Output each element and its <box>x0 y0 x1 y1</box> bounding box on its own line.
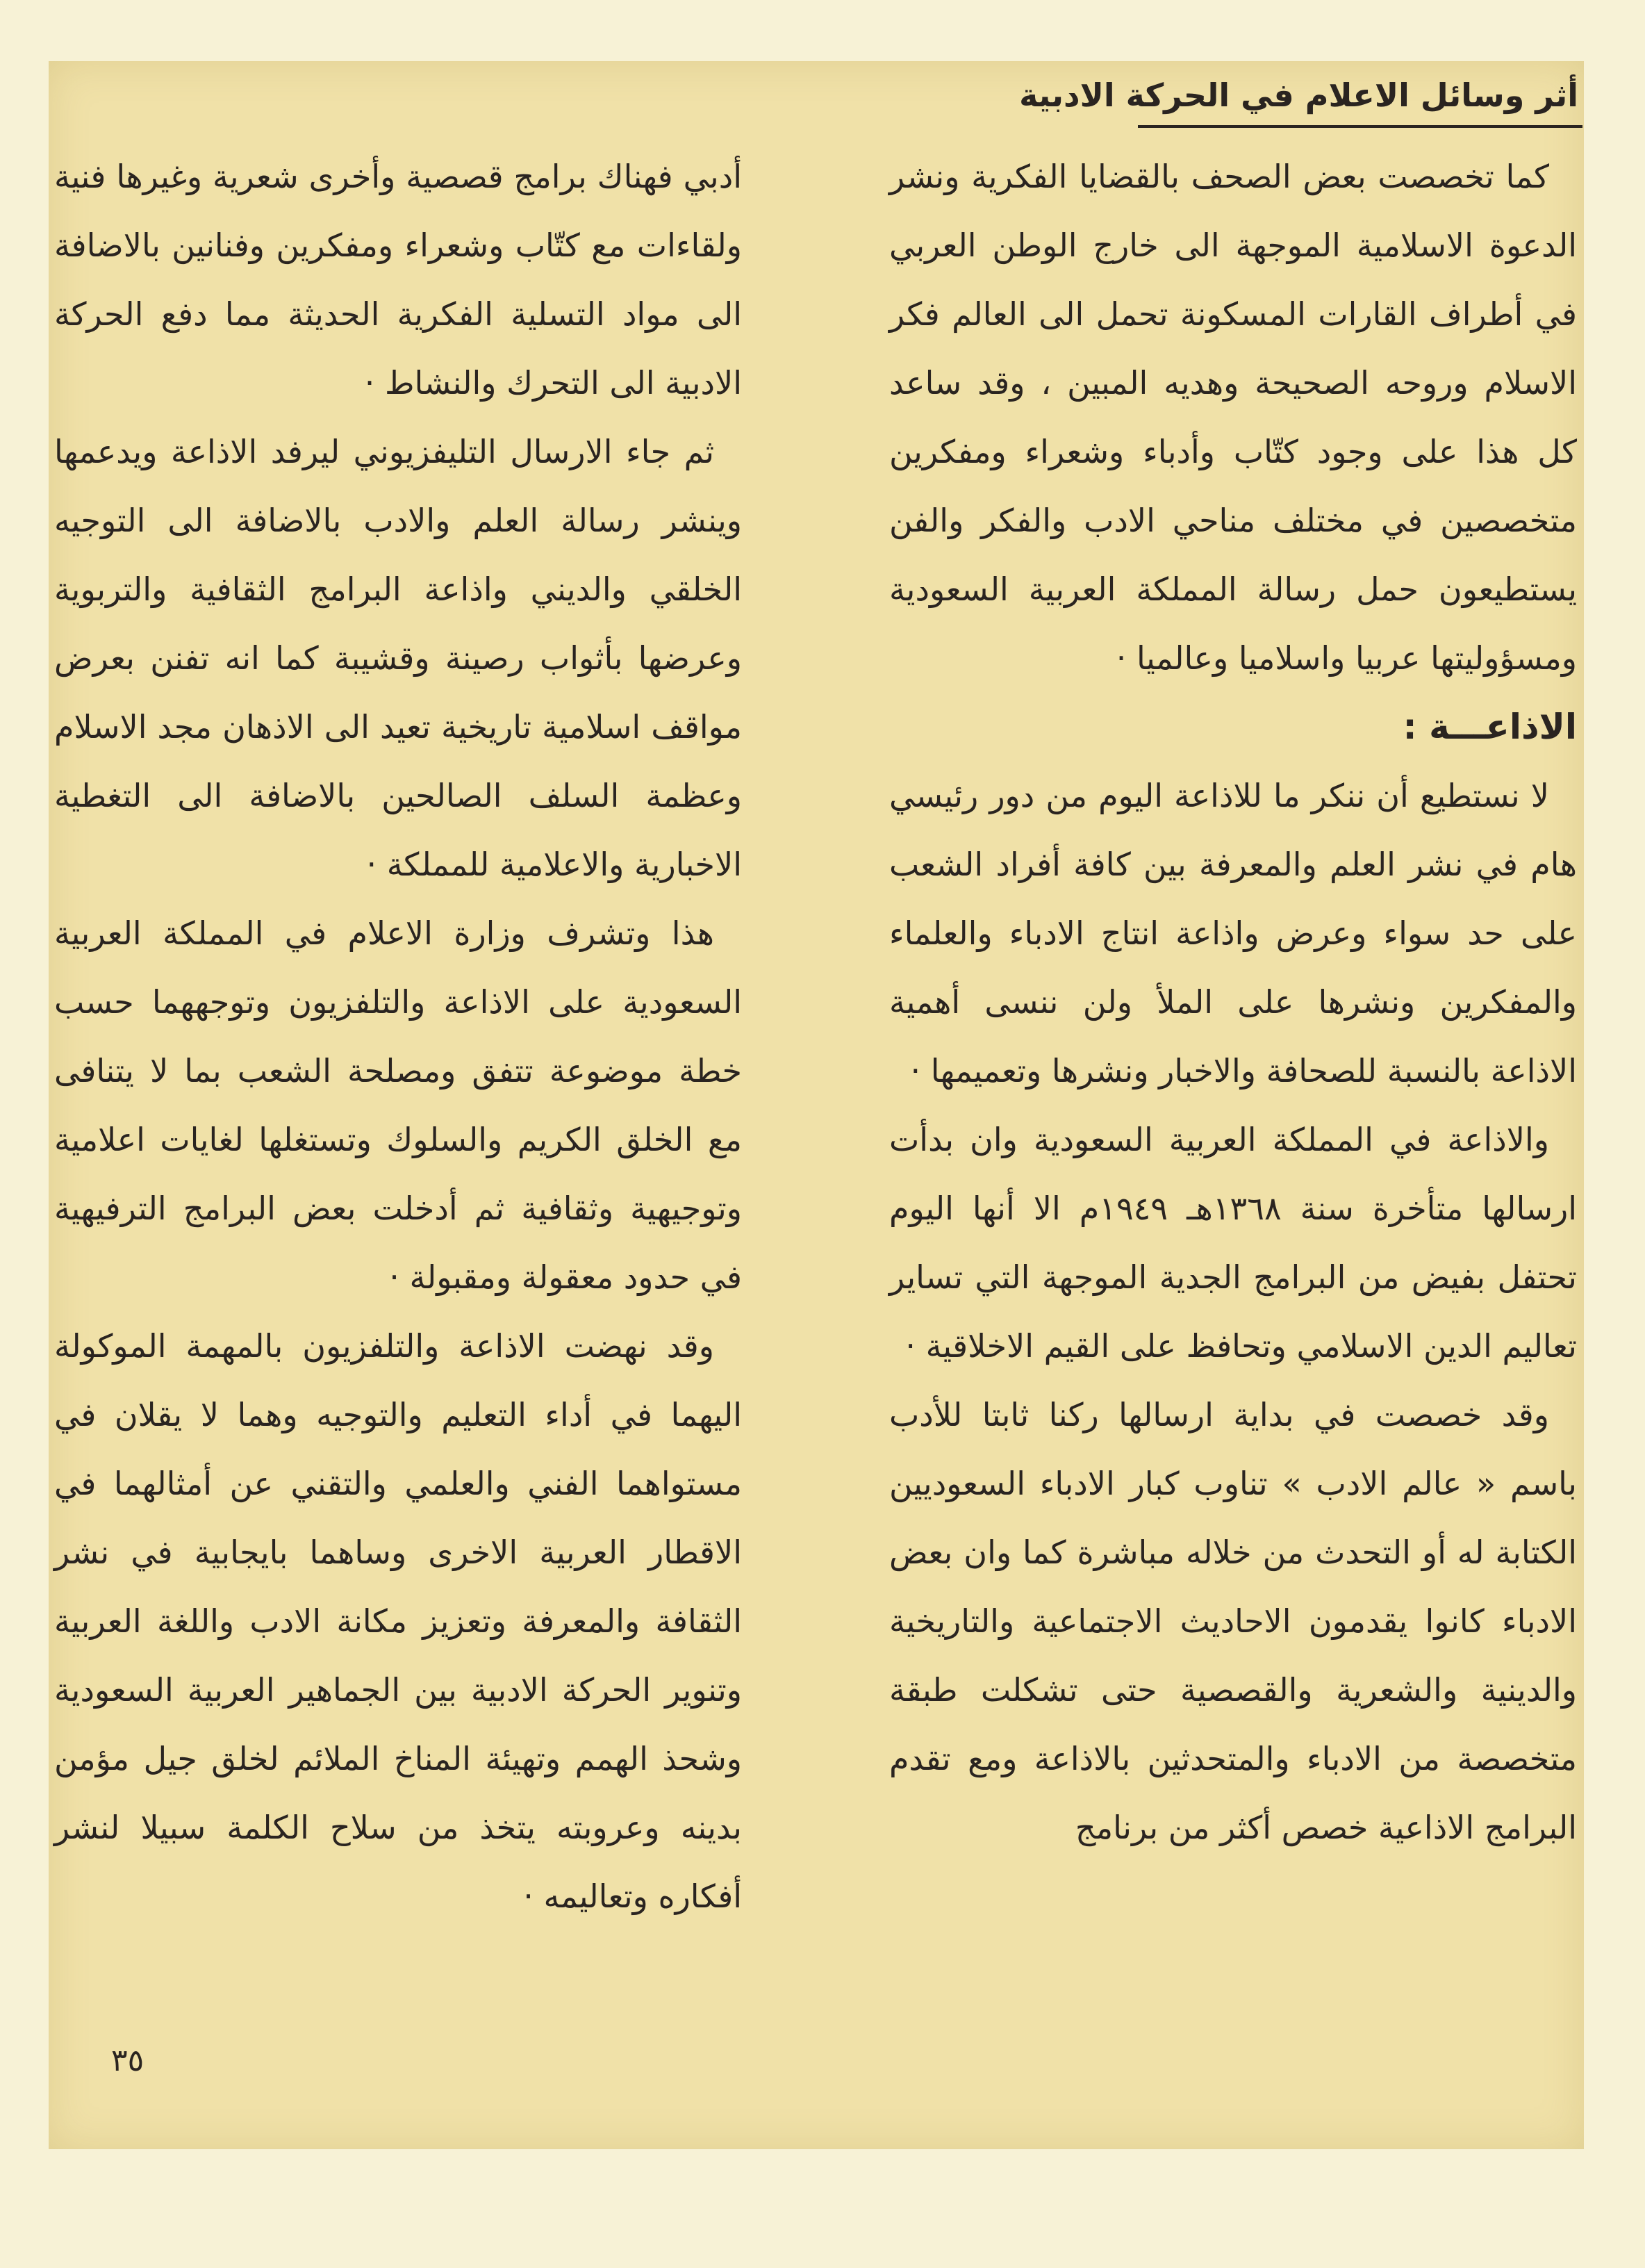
left-paragraph-2: ثم جاء الارسال التليفزيوني ليرفد الاذاعة ويدعمها وينشر رسالة العلم والادب بالاضافة الى التوجيه الخلقي والديني واذاعة البرامج الثقافية والتربوية وعرضها بأثواب رصينة وقشيبة كما انه تفنن بعرض مواقف اسلامية تاريخية تعيد الى الاذهان مجد الاسلام وعظمة السلف الصالحين بالاضافة الى التغطية الاخبارية والاعلامية للمملكة · <box>54 433 742 883</box>
running-header: أثر وسائل الاعلام في الحركة الادبية <box>1019 76 1578 114</box>
section-heading-radio: الاذاعـــة : <box>1403 707 1577 747</box>
right-paragraph-3: والاذاعة في المملكة العربية السعودية وان بدأت ارسالها متأخرة سنة ١٣٦٨هـ ١٩٤٩م الا أنها اليوم تحتفل بفيض من البرامج الجدية الموجهة التي تساير تعاليم الدين الاسلامي وتحافظ على القيم الاخلاقية · <box>889 1121 1578 1365</box>
right-paragraph-2: لا نستطيع أن ننكر ما للاذاعة اليوم من دور رئيسي هام في نشر العلم والمعرفة بين كافة أفراد الشعب على حد سواء وعرض واذاعة انتاج الادباء والعلماء والمفكرين ونشرها على الملأ ولن ننسى أهمية الاذاعة بالنسبة للصحافة والاخبار ونشرها وتعميمها · <box>889 777 1577 1090</box>
left-column <box>54 142 742 1931</box>
left-paragraph-3: هذا وتشرف وزارة الاعلام في المملكة العربية السعودية على الاذاعة والتلفزيون وتوجههما حسب خطة موضوعة تتفق ومصلحة الشعب بما لا يتنافى مع الخلق الكريم والسلوك وتستغلها لغايات اعلامية وتوجيهية وثقافية ثم أدخلت بعض البرامج الترفيهية في حدود معقولة ومقبولة · <box>54 914 742 1296</box>
right-paragraph-4: وقد خصصت في بداية ارسالها ركنا ثابتا للأدب باسم « عالم الادب » تناوب كبار الادباء السعوديين الكتابة له أو التحدث من خلاله مباشرة كما وان بعض الادباء كانوا يقدمون الاحاديث الاجتماعية والتاريخية والدينية والشعرية والقصصية حتى تشكلت طبقة متخصصة من الادباء والمتحدثين بالاذاعة ومع تقدم البرامج الاذاعية خصص أكثر من برنامج <box>889 1396 1577 1846</box>
right-paragraph-1: كما تخصصت بعض الصحف بالقضايا الفكرية ونشر الدعوة الاسلامية الموجهة الى خارج الوطن العربي في أطراف القارات المسكونة تحمل الى العالم فكر الاسلام وروحه الصحيحة وهديه المبين ، وقد ساعد كل هذا على وجود كتّاب وأدباء وشعراء ومفكرين متخصصين في مختلف مناحي الادب والفكر والفن يستطيعون حمل رسالة المملكة العربية السعودية ومسؤوليتها عربيا واسلاميا وعالميا · <box>889 158 1577 677</box>
page-number: ٣٥ <box>111 2043 144 2078</box>
left-paragraph-4: وقد نهضت الاذاعة والتلفزيون بالمهمة الموكولة اليهما في أداء التعليم والتوجيه وهما لا يقلان في مستواهما الفني والعلمي والتقني عن أمثالهما في الاقطار العربية الاخرى وساهما بايجابية في نشر الثقافة والمعرفة وتعزيز مكانة الادب واللغة العربية وتنوير الحركة الادبية بين الجماهير العربية السعودية وشحذ الهمم وتهيئة المناخ الملائم لخلق جيل مؤمن بدينه وعروبته يتخذ من سلاح الكلمة سبيلا لنشر أفكاره وتعاليمه · <box>54 1327 742 1915</box>
right-column <box>889 142 1577 1862</box>
header-rule <box>1138 125 1582 128</box>
left-paragraph-1: أدبي فهناك برامج قصصية وأخرى شعرية وغيرها فنية ولقاءات مع كتّاب وشعراء ومفكرين وفنانين بالاضافة الى مواد التسلية الفكرية الحديثة مما دفع الحركة الادبية الى التحرك والنشاط · <box>54 158 742 402</box>
